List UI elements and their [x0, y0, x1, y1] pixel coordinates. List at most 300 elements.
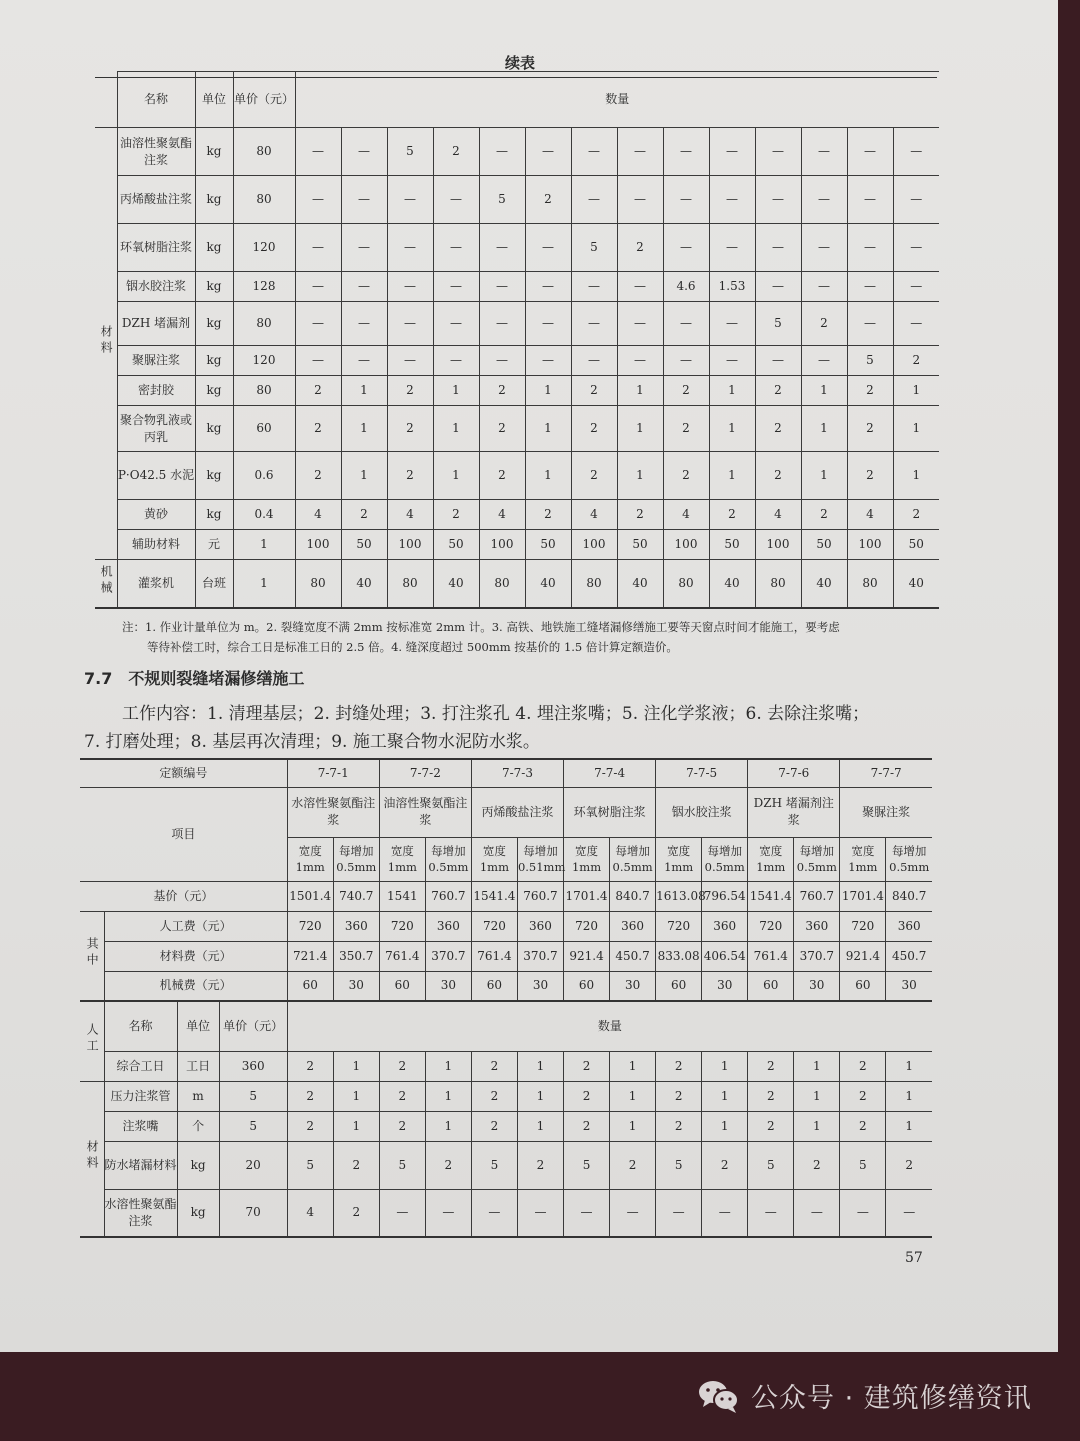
machine-cost-row	[80, 971, 932, 1001]
quantity-cell: —	[709, 176, 755, 224]
quantity-cell: 2	[525, 500, 571, 530]
quantity-cell: 1	[794, 1051, 840, 1081]
quantity-cell: —	[893, 224, 939, 272]
quantity-cell: 2	[471, 1111, 517, 1141]
quantity-cell: —	[525, 272, 571, 302]
quantity-cell: —	[886, 1189, 932, 1237]
quantity-cell: —	[847, 128, 893, 176]
quantity-cell: 1	[333, 1111, 379, 1141]
quantity-cell: 1	[886, 1111, 932, 1141]
quantity-cell: 100	[847, 530, 893, 560]
quantity-cell: —	[663, 302, 709, 346]
quantity-cell: 1	[893, 376, 939, 406]
material-name: 防水堵漏材料	[104, 1141, 177, 1189]
base-price-cell: 1501.4	[287, 881, 333, 911]
quantity-cell: —	[709, 346, 755, 376]
quantity-cell: 2	[379, 1081, 425, 1111]
base-price-cell: 1541.4	[748, 881, 794, 911]
quantity-cell: 2	[656, 1081, 702, 1111]
material-cost-cell: 370.7	[517, 941, 563, 971]
quantity-cell: 1	[610, 1111, 656, 1141]
material-cost-row	[80, 941, 932, 971]
material-name: P·O42.5 水泥	[117, 452, 195, 500]
quantity-cell: 1	[433, 406, 479, 452]
quantity-cell: 2	[571, 376, 617, 406]
quantity-cell: —	[571, 272, 617, 302]
quantity-cell: 1	[709, 452, 755, 500]
quota-code: 7-7-7	[840, 759, 932, 787]
table-row	[95, 224, 939, 272]
base-price-cell: 840.7	[886, 881, 932, 911]
quantity-cell: —	[479, 272, 525, 302]
quantity-cell: 1	[341, 376, 387, 406]
labor-cost-cell: 360	[425, 911, 471, 941]
material-unit: kg	[195, 346, 233, 376]
quota-code-row	[80, 759, 932, 787]
quantity-cell: —	[341, 272, 387, 302]
sub-header: 宽度 1mm	[471, 837, 517, 881]
quantity-cell: 2	[847, 406, 893, 452]
quantity-cell: 5	[571, 224, 617, 272]
quantity-cell: —	[663, 176, 709, 224]
quota-code: 7-7-5	[656, 759, 748, 787]
base-price-row	[80, 881, 932, 911]
machine-cost-cell: 30	[886, 971, 932, 1001]
quantity-cell: 100	[755, 530, 801, 560]
quantity-cell: 2	[610, 1141, 656, 1189]
quantity-cell: 1	[517, 1081, 563, 1111]
quantity-cell: —	[433, 346, 479, 376]
quantity-cell: 1	[702, 1081, 748, 1111]
labor-cost-cell: 720	[748, 911, 794, 941]
quantity-cell: 40	[433, 560, 479, 608]
quantity-cell: 2	[571, 452, 617, 500]
machine-cost-cell: 60	[379, 971, 425, 1001]
material-unit: kg	[195, 176, 233, 224]
quantity-cell: —	[656, 1189, 702, 1237]
sub-header: 宽度 1mm	[840, 837, 886, 881]
quantity-cell: —	[341, 302, 387, 346]
quantity-cell: 1	[333, 1081, 379, 1111]
quantity-cell: 5	[379, 1141, 425, 1189]
quantity-cell: 2	[702, 1141, 748, 1189]
quantity-cell: 1	[893, 452, 939, 500]
quantity-cell: 2	[387, 452, 433, 500]
quantity-cell: —	[295, 346, 341, 376]
quantity-cell: —	[525, 346, 571, 376]
material-unit: kg	[195, 128, 233, 176]
work-content: 工作内容：1. 清理基层；2. 封缝处理；3. 打注浆孔 4. 埋注浆嘴；5. 注化学浆液；6. 去除注浆嘴； 7. 打磨处理；8. 基层再次清理；9. 施工聚合物水泥防水浆。	[84, 704, 870, 752]
quantity-cell: —	[433, 224, 479, 272]
quantity-cell: 80	[571, 560, 617, 608]
quantity-cell: 5	[847, 346, 893, 376]
quantity-cell: 40	[709, 560, 755, 608]
material-name: 注浆嘴	[104, 1111, 177, 1141]
quantity-cell: 4	[571, 500, 617, 530]
sub-header: 宽度 1mm	[379, 837, 425, 881]
quantity-cell: 1	[525, 376, 571, 406]
base-price-cell: 840.7	[610, 881, 656, 911]
quantity-cell: 1	[893, 406, 939, 452]
machine-cost-cell: 60	[840, 971, 886, 1001]
quantity-cell: 2	[287, 1111, 333, 1141]
quantity-cell: 4	[287, 1189, 333, 1237]
material-name: 压力注浆管	[104, 1081, 177, 1111]
item-name: 聚脲注浆	[840, 787, 932, 837]
material-unit: kg	[195, 500, 233, 530]
quantity-cell: —	[387, 346, 433, 376]
item-name-row	[80, 787, 932, 837]
quantity-cell: —	[702, 1189, 748, 1237]
header-unit: 单位	[177, 1001, 219, 1051]
quantity-cell: 2	[847, 452, 893, 500]
quantity-cell: 1	[709, 406, 755, 452]
material-price: 80	[233, 176, 295, 224]
base-price-cell: 1541.4	[471, 881, 517, 911]
quantity-cell: —	[801, 128, 847, 176]
header-quantity: 数量	[295, 72, 939, 128]
quantity-cell: 1	[433, 376, 479, 406]
machine-cost-cell: 60	[471, 971, 517, 1001]
quantity-cell: 50	[341, 530, 387, 560]
quantity-cell: —	[433, 302, 479, 346]
material-cost-cell: 350.7	[333, 941, 379, 971]
material-name: 密封胶	[117, 376, 195, 406]
machine-cost-cell: 30	[702, 971, 748, 1001]
material-unit: kg	[177, 1141, 219, 1189]
quantity-cell: 40	[341, 560, 387, 608]
table-row	[95, 530, 939, 560]
quantity-cell: 4	[755, 500, 801, 530]
labor-name: 综合工日	[104, 1051, 177, 1081]
material-name: 聚合物乳液或丙乳	[117, 406, 195, 452]
material-cost-cell: 761.4	[748, 941, 794, 971]
material-price: 80	[233, 376, 295, 406]
quantity-cell: 1	[801, 376, 847, 406]
item-name: 铟水胶注浆	[656, 787, 748, 837]
quantity-cell: 2	[379, 1111, 425, 1141]
quantity-cell: 2	[379, 1051, 425, 1081]
quantity-cell: —	[617, 272, 663, 302]
quantity-cell: 100	[571, 530, 617, 560]
header-price: 单价（元）	[219, 1001, 287, 1051]
quantity-cell: 80	[663, 560, 709, 608]
material-cost-cell: 370.7	[794, 941, 840, 971]
quantity-cell: —	[479, 128, 525, 176]
material-name: 水溶性聚氨酯注浆	[104, 1189, 177, 1237]
category-machine: 机械	[95, 560, 117, 608]
material-unit: m	[177, 1081, 219, 1111]
quantity-cell: —	[387, 176, 433, 224]
quantity-cell: 1	[425, 1111, 471, 1141]
quantity-cell: 1	[333, 1051, 379, 1081]
quantity-cell: 100	[479, 530, 525, 560]
quantity-cell: —	[479, 302, 525, 346]
material-price: 20	[219, 1141, 287, 1189]
quantity-cell: —	[571, 176, 617, 224]
quantity-cell: 4.6	[663, 272, 709, 302]
quantity-cell: 1	[617, 376, 663, 406]
quantity-cell: 2	[471, 1051, 517, 1081]
sub-header: 宽度 1mm	[287, 837, 333, 881]
quantity-cell: 2	[479, 452, 525, 500]
material-price: 70	[219, 1189, 287, 1237]
quantity-cell: —	[387, 272, 433, 302]
material-cost-cell: 833.08	[656, 941, 702, 971]
table-row	[80, 1189, 932, 1237]
machine-cost-cell: 30	[517, 971, 563, 1001]
quantity-cell: 2	[617, 500, 663, 530]
quantity-cell: —	[379, 1189, 425, 1237]
table-row	[95, 560, 939, 608]
base-price-label: 基价（元）	[80, 881, 287, 911]
machine-cost-cell: 60	[287, 971, 333, 1001]
material-price: 0.6	[233, 452, 295, 500]
material-price: 128	[233, 272, 295, 302]
quantity-cell: 1	[525, 452, 571, 500]
quantity-cell: —	[479, 346, 525, 376]
quantity-cell: 50	[893, 530, 939, 560]
quantity-cell: —	[517, 1189, 563, 1237]
labor-price: 360	[219, 1051, 287, 1081]
table-row	[80, 1111, 932, 1141]
table-header-row	[95, 72, 939, 128]
material-price: 120	[233, 224, 295, 272]
quantity-cell: 40	[525, 560, 571, 608]
quantity-cell: 1	[794, 1111, 840, 1141]
quota-code: 7-7-4	[564, 759, 656, 787]
quantity-cell: 1	[425, 1081, 471, 1111]
quota-label: 定额编号	[80, 759, 287, 787]
quota-table-7-7	[80, 758, 932, 1238]
quantity-cell: 2	[748, 1111, 794, 1141]
base-price-cell: 1701.4	[840, 881, 886, 911]
quantity-cell: —	[617, 176, 663, 224]
quantity-cell: 5	[564, 1141, 610, 1189]
quantity-cell: 5	[471, 1141, 517, 1189]
quantity-cell: 2	[387, 406, 433, 452]
machine-cost-cell: 30	[425, 971, 471, 1001]
quantity-cell: —	[847, 302, 893, 346]
quantity-cell: —	[295, 128, 341, 176]
quantity-cell: 50	[525, 530, 571, 560]
base-price-cell: 760.7	[517, 881, 563, 911]
labor-cost-cell: 360	[333, 911, 379, 941]
header-price: 单价（元）	[233, 72, 295, 128]
machine-cost-cell: 30	[610, 971, 656, 1001]
quantity-cell: 2	[617, 224, 663, 272]
watermark-text: 公众号 · 建筑修缮资讯	[751, 1383, 1032, 1414]
quantity-cell: 80	[755, 560, 801, 608]
quantity-cell: 2	[847, 376, 893, 406]
quantity-cell: —	[794, 1189, 840, 1237]
sub-header: 每增加 0.5mm	[425, 837, 471, 881]
quantity-cell: 2	[840, 1081, 886, 1111]
quantity-cell: —	[617, 346, 663, 376]
quantity-cell: —	[525, 224, 571, 272]
quantity-cell: 1	[886, 1081, 932, 1111]
quantity-cell: —	[295, 302, 341, 346]
header-unit: 单位	[195, 72, 233, 128]
sub-header: 宽度 1mm	[564, 837, 610, 881]
quantity-cell: —	[663, 224, 709, 272]
category-labor: 人工	[80, 1001, 104, 1081]
base-price-cell: 760.7	[425, 881, 471, 911]
quantity-cell: 1	[702, 1111, 748, 1141]
machine-cost-cell: 60	[748, 971, 794, 1001]
quantity-cell: 2	[801, 302, 847, 346]
continuation-title: 续表	[504, 54, 535, 72]
sub-header: 每增加 0.5mm	[794, 837, 840, 881]
quantity-cell: 1	[525, 406, 571, 452]
wechat-icon	[697, 1378, 741, 1414]
quantity-cell: 50	[433, 530, 479, 560]
material-cost-label: 材料费（元）	[104, 941, 287, 971]
machine-name: 灌浆机	[117, 560, 195, 608]
item-name: DZH 堵漏剂注浆	[748, 787, 840, 837]
quantity-cell: —	[295, 176, 341, 224]
quantity-cell: 1	[610, 1051, 656, 1081]
quantity-cell: —	[847, 224, 893, 272]
material-cost-cell: 406.54	[702, 941, 748, 971]
quantity-cell: —	[341, 224, 387, 272]
quantity-cell: —	[801, 224, 847, 272]
labor-cost-cell: 360	[517, 911, 563, 941]
quota-code: 7-7-6	[748, 759, 840, 787]
quantity-cell: 1	[801, 406, 847, 452]
quantity-cell: —	[617, 128, 663, 176]
quantity-cell: 1	[433, 452, 479, 500]
quantity-cell: 1	[341, 406, 387, 452]
materials-continued-table	[95, 71, 939, 609]
material-unit: kg	[195, 272, 233, 302]
table-row	[95, 452, 939, 500]
quantity-cell: 2	[425, 1141, 471, 1189]
quantity-cell: —	[709, 128, 755, 176]
material-price: 60	[233, 406, 295, 452]
base-price-cell: 1541	[379, 881, 425, 911]
machine-cost-cell: 30	[333, 971, 379, 1001]
quantity-cell: —	[525, 302, 571, 346]
labor-cost-cell: 360	[702, 911, 748, 941]
quantity-cell: 100	[387, 530, 433, 560]
labor-cost-cell: 360	[610, 911, 656, 941]
quantity-cell: —	[295, 224, 341, 272]
material-name: 黄砂	[117, 500, 195, 530]
labor-cost-cell: 720	[471, 911, 517, 941]
quantity-cell: —	[801, 176, 847, 224]
quantity-cell: —	[801, 272, 847, 302]
quantity-cell: 2	[886, 1141, 932, 1189]
quantity-cell: 50	[617, 530, 663, 560]
quantity-cell: —	[387, 224, 433, 272]
quantity-cell: 2	[656, 1111, 702, 1141]
quantity-cell: 80	[295, 560, 341, 608]
quantity-cell: 2	[387, 376, 433, 406]
labor-cost-row	[80, 911, 932, 941]
material-name: 油溶性聚氨酯注浆	[117, 128, 195, 176]
sub-header: 每增加 0.51mm	[517, 837, 563, 881]
quantity-cell: 2	[840, 1111, 886, 1141]
table-row	[95, 376, 939, 406]
base-price-cell: 796.54	[702, 881, 748, 911]
quantity-cell: 1.53	[709, 272, 755, 302]
quantity-cell: 100	[295, 530, 341, 560]
quantity-cell: 4	[387, 500, 433, 530]
quantity-cell: 2	[755, 406, 801, 452]
quantity-cell: 2	[564, 1081, 610, 1111]
quantity-cell: —	[755, 128, 801, 176]
quantity-cell: 40	[801, 560, 847, 608]
quantity-cell: —	[525, 128, 571, 176]
table-row	[80, 1141, 932, 1189]
quantity-cell: 2	[525, 176, 571, 224]
quantity-cell: 5	[387, 128, 433, 176]
quantity-cell: —	[564, 1189, 610, 1237]
base-price-cell: 1701.4	[564, 881, 610, 911]
material-unit: kg	[195, 406, 233, 452]
sub-header: 每增加 0.5mm	[702, 837, 748, 881]
material-cost-cell: 921.4	[564, 941, 610, 971]
sub-header: 每增加 0.5mm	[886, 837, 932, 881]
quantity-cell: 2	[287, 1081, 333, 1111]
item-name: 环氧树脂注浆	[564, 787, 656, 837]
machine-cost-label: 机械费（元）	[104, 971, 287, 1001]
quantity-cell: 1	[341, 452, 387, 500]
quantity-cell: 2	[748, 1081, 794, 1111]
table-row	[95, 128, 939, 176]
quantity-cell: 5	[479, 176, 525, 224]
material-name: 辅助材料	[117, 530, 195, 560]
labor-unit: 工日	[177, 1051, 219, 1081]
quantity-cell: 2	[663, 406, 709, 452]
quantity-cell: 2	[893, 500, 939, 530]
material-cost-cell: 370.7	[425, 941, 471, 971]
quantity-cell: —	[617, 302, 663, 346]
quantity-cell: —	[295, 272, 341, 302]
quantity-cell: 2	[433, 500, 479, 530]
material-unit: kg	[195, 224, 233, 272]
machine-cost-cell: 60	[656, 971, 702, 1001]
quantity-cell: 2	[333, 1189, 379, 1237]
material-price: 1	[233, 530, 295, 560]
quantity-cell: 40	[893, 560, 939, 608]
quantity-cell: —	[341, 176, 387, 224]
table-row	[95, 272, 939, 302]
quantity-cell: 2	[801, 500, 847, 530]
table-row	[95, 500, 939, 530]
quantity-cell: —	[571, 346, 617, 376]
quantity-cell: —	[840, 1189, 886, 1237]
quantity-cell: —	[341, 128, 387, 176]
table-row	[95, 346, 939, 376]
quantity-cell: 2	[295, 406, 341, 452]
labor-cost-cell: 720	[564, 911, 610, 941]
quota-code: 7-7-1	[287, 759, 379, 787]
quantity-cell: —	[847, 272, 893, 302]
quantity-cell: —	[755, 176, 801, 224]
quantity-cell: 5	[287, 1141, 333, 1189]
quantity-cell: 2	[663, 376, 709, 406]
quantity-cell: —	[801, 346, 847, 376]
quantity-cell: —	[893, 128, 939, 176]
quantity-cell: —	[341, 346, 387, 376]
quantity-cell: 5	[755, 302, 801, 346]
sub-header: 每增加 0.5mm	[333, 837, 379, 881]
labor-cost-cell: 720	[840, 911, 886, 941]
quantity-cell: —	[433, 176, 479, 224]
quantity-cell: —	[709, 224, 755, 272]
